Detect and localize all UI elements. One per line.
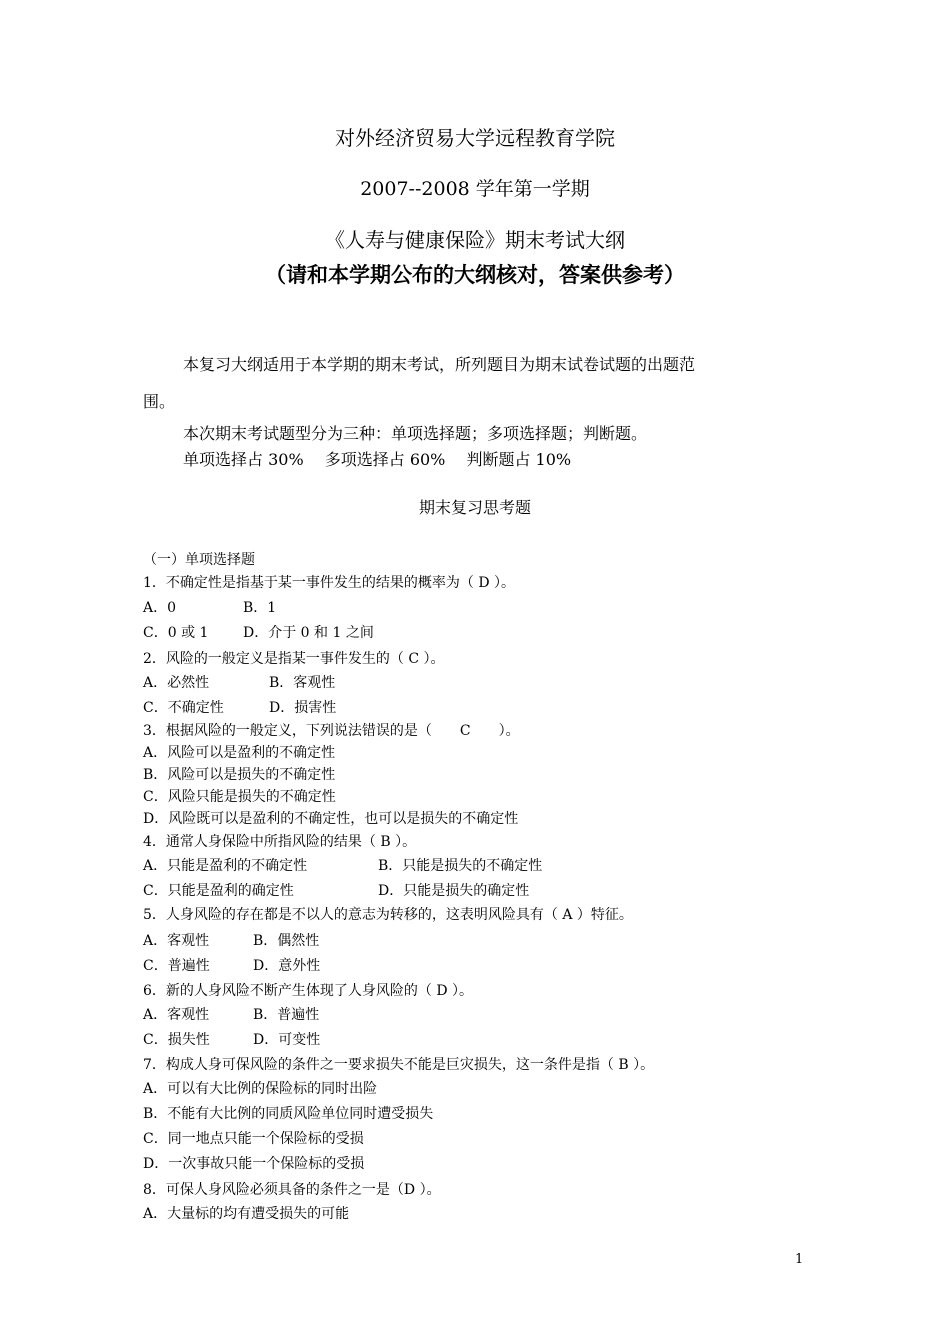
course-title: 《人寿与健康保险》期末考试大纲 (325, 228, 625, 252)
option-text: C．普遍性 (143, 958, 210, 974)
option-row (143, 597, 277, 617)
question-stem: 7．构成人身可保风险的条件之一要求损失不能是巨灾损失，这一条件是指（ B ）。 (143, 1057, 655, 1073)
question-stem: 3．根据风险的一般定义，下列说法错误的是（ C ）。 (143, 723, 520, 739)
option-row (143, 1153, 364, 1173)
option-text: A．客观性 (143, 933, 210, 949)
option-text: D．风险既可以是盈利的不确定性，也可以是损失的不确定性 (143, 811, 519, 827)
option-row (143, 855, 543, 875)
option-text: A．可以有大比例的保险标的同时出险 (143, 1081, 378, 1097)
option-text: A．客观性 (143, 1007, 210, 1023)
option-row (143, 1103, 433, 1123)
option-text: C．0 或 1 (143, 625, 209, 641)
question-stem: 1．不确定性是指基于某一事件发生的结果的概率为（ D ）。 (143, 575, 516, 591)
option-text: C．只能是盈利的确定性 (143, 883, 294, 899)
option-row (143, 955, 321, 975)
option-text: A．大量标的均有遭受损失的可能 (143, 1206, 350, 1222)
option-row (143, 622, 374, 642)
intro-line-1-cont: 围。 (143, 392, 176, 411)
intro-line-2: 本次期末考试题型分为三种：单项选择题；多项选择题；判断题。 (183, 424, 648, 443)
option-row (143, 1128, 364, 1148)
question-stem: 4．通常人身保险中所指风险的结果（ B ）。 (143, 834, 417, 850)
option-text: D．意外性 (253, 958, 321, 974)
option-text: D．一次事故只能一个保险标的受损 (143, 1156, 365, 1172)
option-row (143, 742, 335, 762)
option-row (143, 764, 335, 784)
option-text: A．只能是盈利的不确定性 (143, 858, 308, 874)
option-text: C．损失性 (143, 1032, 210, 1048)
question-stem: 5．人身风险的存在都是不以人的意志为转移的，这表明风险具有（ A ）特征。 (143, 907, 633, 923)
option-text: D．可变性 (253, 1032, 321, 1048)
question-stem: 8．可保人身风险必须具备的条件之一是（D ）。 (143, 1182, 441, 1198)
section-title: 期末复习思考题 (418, 498, 531, 517)
option-text: B．偶然性 (253, 933, 320, 949)
option-text: B．1 (243, 600, 277, 616)
option-row (143, 880, 530, 900)
intro-line-3: 单项选择占 30% 多项选择占 60% 判断题占 10% (183, 450, 572, 469)
option-row (143, 1078, 377, 1098)
option-row (143, 930, 320, 950)
option-row (143, 672, 336, 692)
option-text: C．风险只能是损失的不确定性 (143, 789, 336, 805)
option-row (143, 808, 518, 828)
page-number: 1 (795, 1252, 804, 1267)
option-row (143, 1203, 349, 1223)
option-text: C．同一地点只能一个保险标的受损 (143, 1131, 364, 1147)
option-text: B．客观性 (269, 675, 336, 691)
option-row (143, 786, 336, 806)
option-text: B．不能有大比例的同质风险单位同时遭受损失 (143, 1106, 434, 1122)
option-text: D．损害性 (269, 700, 337, 716)
institution-heading: 对外经济贸易大学远程教育学院 (335, 126, 615, 150)
option-text: D．只能是损失的确定性 (378, 883, 530, 899)
option-text: B．只能是损失的不确定性 (378, 858, 543, 874)
option-row (143, 1029, 321, 1049)
intro-line-1: 本复习大纲适用于本学期的期末考试，所列题目为期末试卷试题的出题范 (183, 355, 696, 374)
option-text: C．不确定性 (143, 700, 224, 716)
reference-note: （请和本学期公布的大纲核对，答案供参考） (265, 263, 685, 287)
term-heading: 2007--2008 学年第一学期 (360, 178, 590, 200)
question-stem: 2．风险的一般定义是指某一事件发生的（ C ）。 (143, 651, 445, 667)
option-text: A．0 (143, 600, 177, 616)
option-row (143, 1004, 320, 1024)
option-text: B．普遍性 (253, 1007, 320, 1023)
part-title: （一）单项选择题 (143, 552, 255, 568)
option-text: B．风险可以是损失的不确定性 (143, 767, 336, 783)
option-text: D．介于 0 和 1 之间 (243, 625, 374, 641)
option-row (143, 697, 337, 717)
question-stem: 6．新的人身风险不断产生体现了人身风险的（ D ）。 (143, 983, 474, 999)
option-text: A．必然性 (143, 675, 210, 691)
option-text: A．风险可以是盈利的不确定性 (143, 745, 336, 761)
